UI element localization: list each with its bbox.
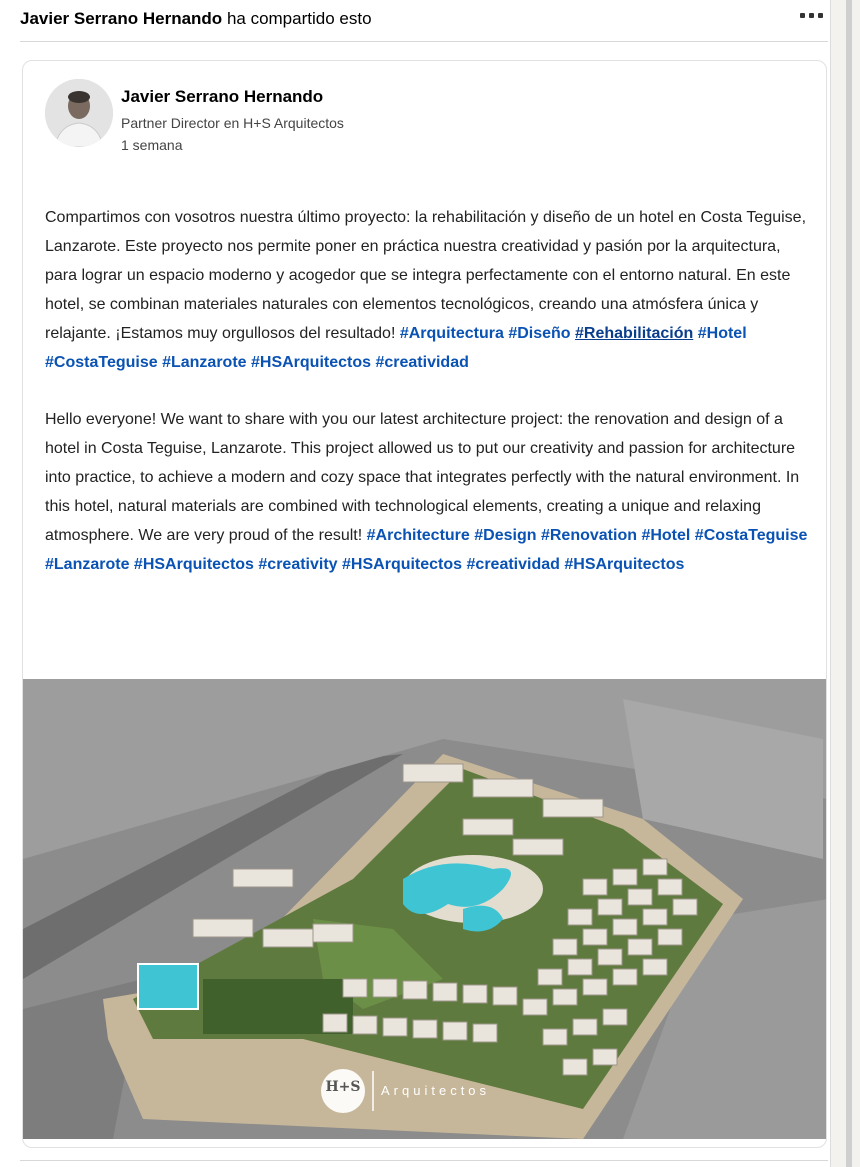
hashtag-link[interactable]: #HSArquitectos	[342, 556, 463, 573]
hashtag-link[interactable]: #Lanzarote	[45, 556, 130, 573]
hashtag-link[interactable]: #Renovation	[540, 527, 637, 544]
hashtag-link[interactable]: #HSArquitectos	[564, 556, 685, 573]
post-text-english	[45, 405, 815, 579]
post-image[interactable]	[23, 679, 827, 1139]
shared-post-card	[22, 60, 827, 1148]
post-body	[45, 203, 815, 579]
hs-logo-mark: H+S	[325, 1079, 361, 1095]
hashtag-link[interactable]: #Architecture	[366, 527, 470, 544]
more-dot	[809, 13, 814, 18]
hashtag-link[interactable]: #HSArquitectos	[133, 556, 254, 573]
hashtag-link[interactable]: #Arquitectura	[399, 325, 504, 342]
author-title: Partner Director en H+S Arquitectos	[121, 115, 344, 131]
post-text: Compartimos con vosotros nuestra último proyecto: la rehabilitación y diseño de un hotel en Costa Teguise, Lanzarote. Este proyecto nos permite poner en práctica nuestra creatividad y pasión por la arquitectura, para lograr un espacio moderno y acogedor que se integra perfectamente con el entorno natural. En este hotel, se combinan materiales naturales con elementos tecnológicos, creando una atmósfera única y relajante. ¡Estamos muy orgullosos del resultado!	[45, 209, 807, 342]
hashtag-link[interactable]: #Lanzarote	[162, 354, 247, 371]
divider	[20, 1160, 828, 1161]
person-photo-icon	[45, 79, 113, 147]
avatar[interactable]	[45, 79, 113, 147]
divider	[20, 41, 828, 42]
post-text: Hello everyone! We want to share with you our latest architecture project: the renovation and design of a hotel in Costa Teguise, Lanzarote. This project allowed us to put our creativity and passion for architecture into practice, to achieve a modern and cozy space that integrates perfectly with the natural environment. In this hotel, natural materials are combined with technological elements, creating a unique and relaxing atmosphere. We are very proud of the result!	[45, 411, 800, 544]
hashtag-link[interactable]: #Hotel	[641, 527, 691, 544]
share-action-text: ha compartido esto	[226, 9, 372, 28]
hashtag-link[interactable]: #Diseño	[508, 325, 571, 342]
share-header	[20, 6, 828, 32]
hashtag-link[interactable]: #creatividad	[466, 556, 560, 573]
right-scroll-rail	[830, 0, 860, 1167]
hashtag-link[interactable]: #Rehabilitación	[575, 325, 694, 342]
more-options-button[interactable]	[793, 8, 829, 22]
hashtag-link[interactable]: #CostaTeguise	[45, 354, 158, 371]
hashtag-link[interactable]: #Hotel	[697, 325, 747, 342]
more-dot	[818, 13, 823, 18]
author-name[interactable]: Javier Serrano Hernando	[121, 87, 324, 106]
hashtag-link[interactable]: #CostaTeguise	[694, 527, 808, 544]
hashtag-link[interactable]: #creatividad	[375, 354, 469, 371]
post-timestamp: 1 semana	[121, 137, 183, 153]
hashtag-link[interactable]: #Design	[474, 527, 537, 544]
share-author-link[interactable]: Javier Serrano Hernando	[20, 9, 223, 28]
scrollbar[interactable]	[846, 0, 852, 1167]
hs-logo-text: Arquitectos	[381, 1083, 491, 1098]
hashtag-link[interactable]: #HSArquitectos	[251, 354, 372, 371]
hashtag-link[interactable]: #creativity	[258, 556, 338, 573]
more-horizontal-icon	[800, 13, 805, 18]
hotel-aerial-render	[23, 679, 827, 1139]
post-text-spanish	[45, 203, 815, 377]
